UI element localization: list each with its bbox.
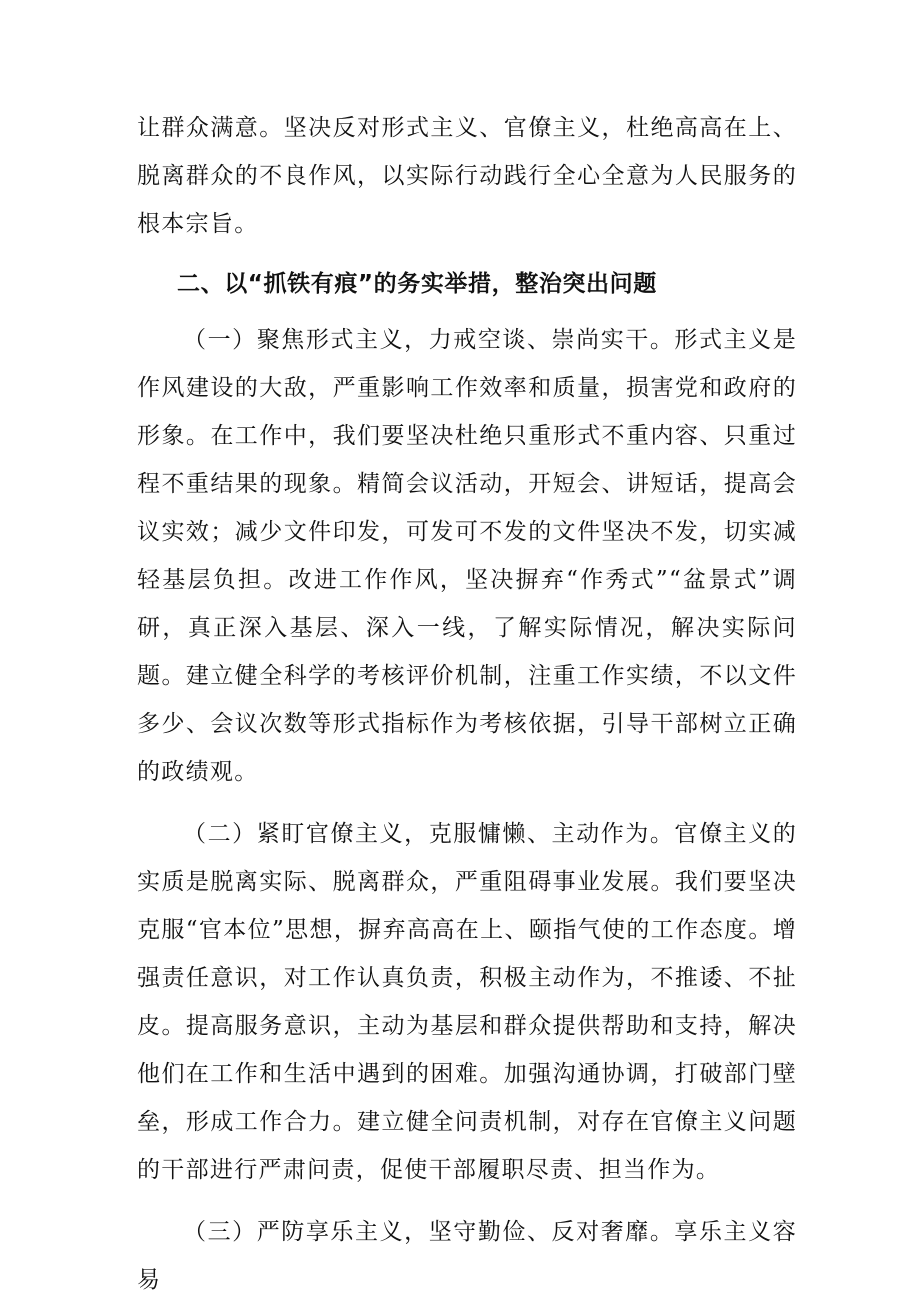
section-heading: 二、以“抓铁有痕”的务实举措，整治突出问题 [177,271,657,297]
paragraph-continuation: 让群众满意。坚决反对形式主义、官僚主义，杜绝高高在上、脱离群众的不良作风，以实际行动践行全心全意为人民服务的根本宗旨。 [137,115,797,237]
paragraph-formalism: （一）聚焦形式主义，力戒空谈、崇尚实干。形式主义是作风建设的大敌，严重影响工作效率和质量，损害党和政府的形象。在工作中，我们要坚决杜绝只重形式不重内容、只重过程不重结果的现象。精简会议活动，开短会、讲短话，提高会议实效；减少文件印发，可发可不发的文件坚决不发，切实减轻基层负担。改进工作作风，坚决摒弃“作秀式”“盆景式”调研，真正深入基层、深入一线，了解实际情况，解决实际问题。建立健全科学的考核评价机制，注重工作实绩，不以文件多少、会议次数等形式指标作为考核依据，引导干部树立正确的政绩观。 [137,327,797,785]
document-body [137,104,797,1304]
paragraph-hedonism: （三）严防享乐主义，坚守勤俭、反对奢靡。享乐主义容易 [137,1219,797,1293]
paragraph-bureaucratism: （二）紧盯官僚主义，克服慵懒、主动作为。官僚主义的实质是脱离实际、脱离群众，严重阻碍事业发展。我们要坚决克服“官本位”思想，摒弃高高在上、颐指气使的工作态度。增强责任意识，对工作认真负责，积极主动作为，不推诿、不扯皮。提高服务意识，主动为基层和群众提供帮助和支持，解决他们在工作和生活中遇到的困难。加强沟通协调，打破部门壁垒，形成工作合力。建立健全问责机制，对存在官僚主义问题的干部进行严肃问责，促使干部履职尽责、担当作为。 [137,821,797,1183]
